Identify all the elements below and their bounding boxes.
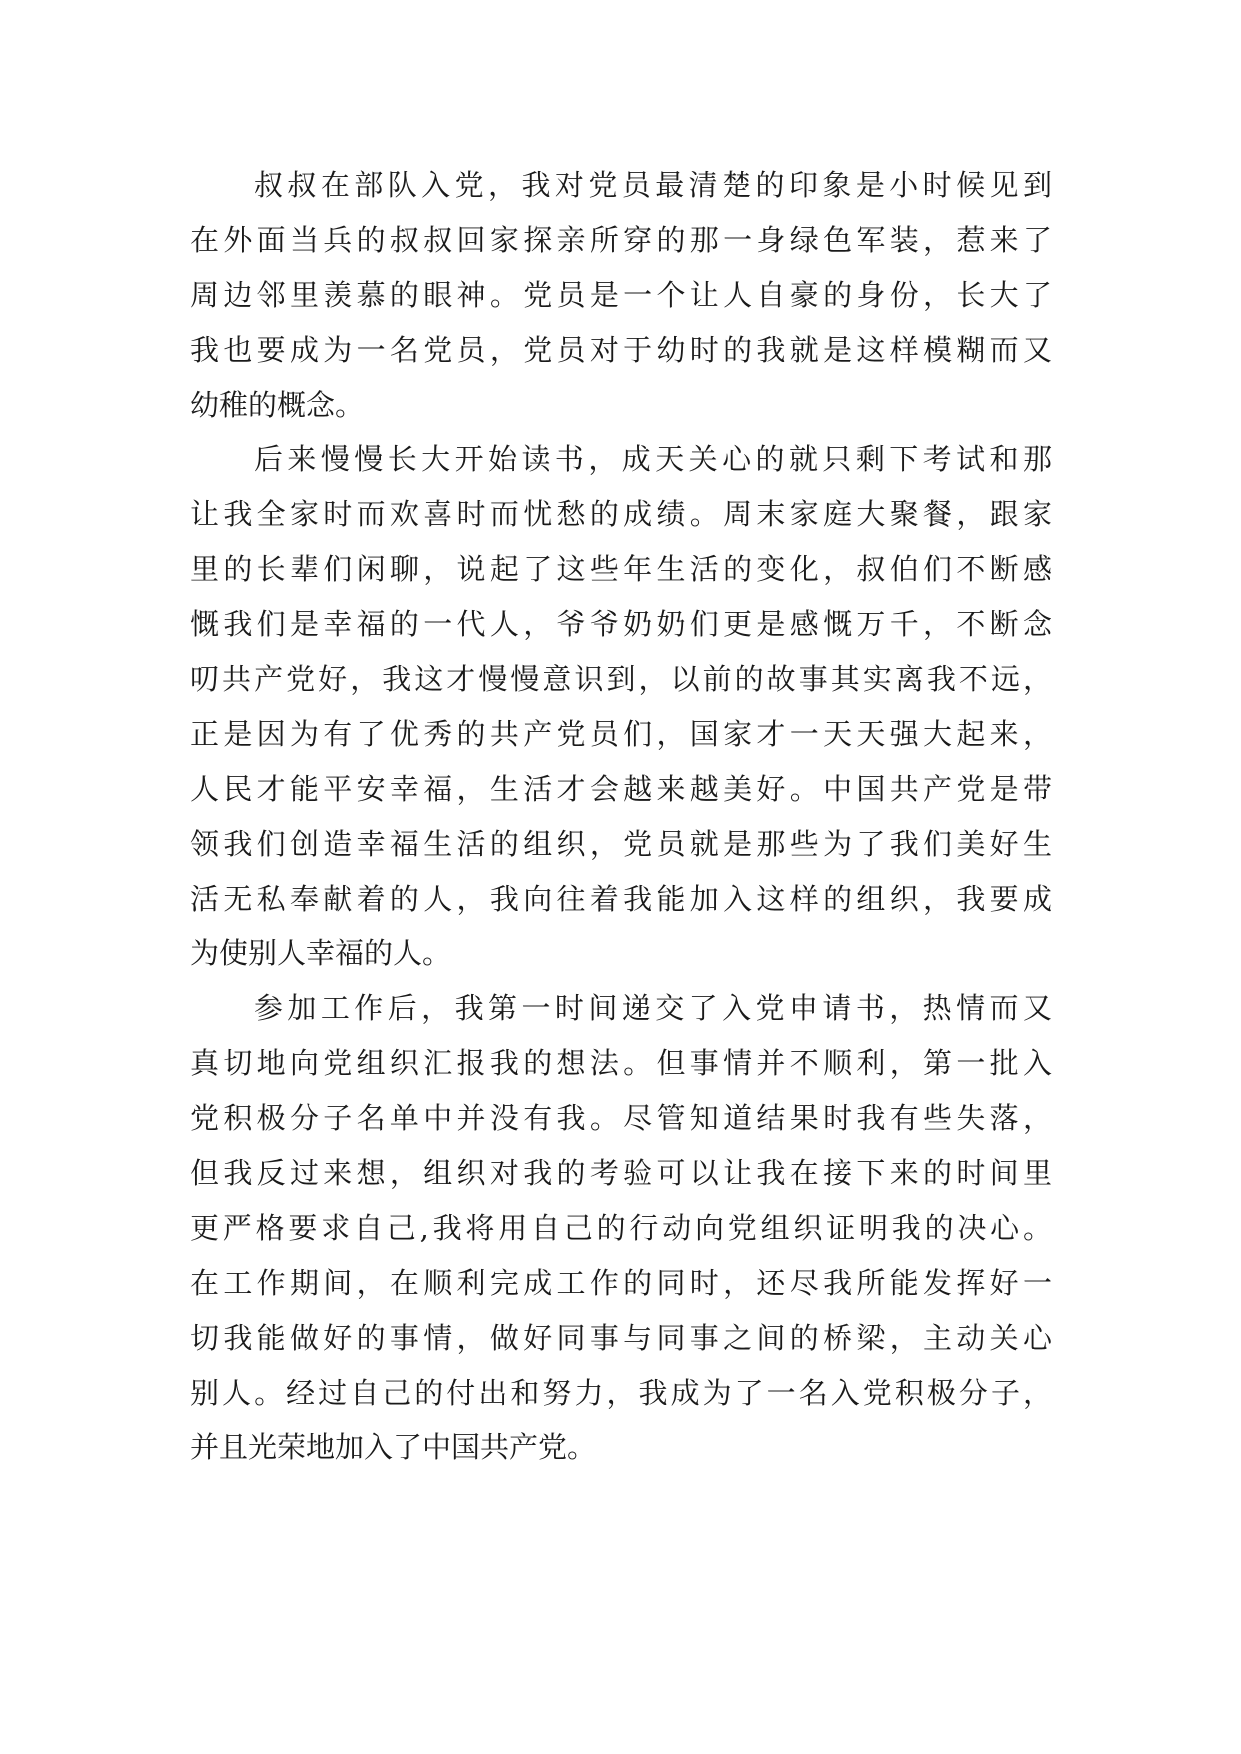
text-line: 后来慢慢长大开始读书，成天关心的就只剩下考试和那 xyxy=(254,442,1052,477)
text-line: 周边邻里羡慕的眼神。党员是一个让人自豪的身份，长大了 xyxy=(190,277,1052,312)
text-line: 在工作期间，在顺利完成工作的同时，还尽我所能发挥好一 xyxy=(190,1265,1052,1300)
text-line: 并且光荣地加入了中国共产党。 xyxy=(190,1430,597,1465)
text-line: 正是因为有了优秀的共产党员们，国家才一天天强大起来， xyxy=(190,716,1052,751)
text-line: 人民才能平安幸福，生活才会越来越美好。中国共产党是带 xyxy=(190,771,1052,806)
text-line: 别人。经过自己的付出和努力，我成为了一名入党积极分子， xyxy=(190,1375,1052,1410)
text-line: 里的长辈们闲聊，说起了这些年生活的变化，叔伯们不断感 xyxy=(190,552,1052,587)
text-line: 叔叔在部队入党，我对党员最清楚的印象是小时候见到 xyxy=(254,168,1052,202)
text-line: 领我们创造幸福生活的组织，党员就是那些为了我们美好生 xyxy=(190,826,1052,861)
text-line: 幼稚的概念。 xyxy=(190,387,365,422)
text-line: 党积极分子名单中并没有我。尽管知道结果时我有些失落， xyxy=(190,1101,1052,1136)
text-line: 让我全家时而欢喜时而忧愁的成绩。周末家庭大聚餐，跟家 xyxy=(190,497,1052,532)
text-line: 切我能做好的事情，做好同事与同事之间的桥梁，主动关心 xyxy=(190,1320,1052,1355)
text-line: 在外面当兵的叔叔回家探亲所穿的那一身绿色军装，惹来了 xyxy=(190,222,1052,257)
text-line: 更严格要求自己,我将用自己的行动向党组织证明我的决心。 xyxy=(190,1210,1052,1245)
body-text xyxy=(190,158,1052,1475)
text-line: 我也要成为一名党员，党员对于幼时的我就是这样模糊而又 xyxy=(190,332,1052,367)
text-line: 为使别人幸福的人。 xyxy=(190,936,452,971)
text-line: 叨共产党好，我这才慢慢意识到，以前的故事其实离我不远， xyxy=(190,662,1052,697)
text-line: 但我反过来想，组织对我的考验可以让我在接下来的时间里 xyxy=(190,1156,1052,1191)
text-line: 参加工作后，我第一时间递交了入党申请书，热情而又 xyxy=(254,991,1052,1026)
text-line: 活无私奉献着的人，我向往着我能加入这样的组织，我要成 xyxy=(190,881,1052,916)
text-line: 慨我们是幸福的一代人，爷爷奶奶们更是感慨万千，不断念 xyxy=(190,607,1052,642)
text-line: 真切地向党组织汇报我的想法。但事情并不顺利，第一批入 xyxy=(190,1046,1052,1081)
